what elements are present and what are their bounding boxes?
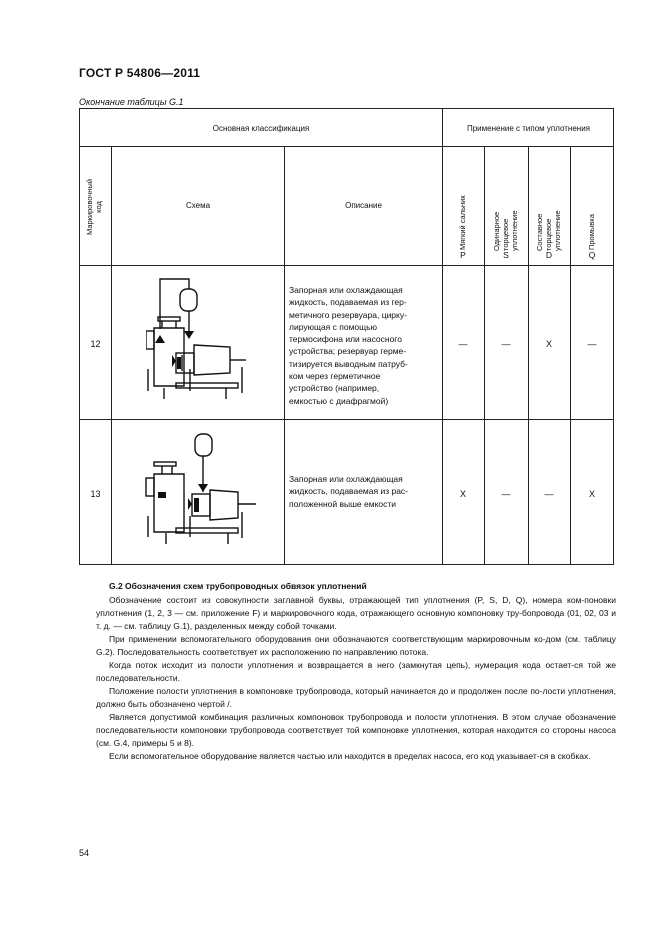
paragraph-2: При применении вспомогательного оборудования они обозначаются соответствующим маркировочным ко-дом (см. таблицу G.2). Последовательность соответствует их расположению по направлению потока. <box>96 634 616 657</box>
paragraph-5: Является допустимой комбинация различных компоновок трубопровода и полости уплотнения. В этом случае обозначение последовательности компоновки трубопровода соответствует той компоновке уплотнения, которая находится со стороны насоса (см. G.4, примеры 5 и 8). <box>96 712 616 748</box>
page-number: 54 <box>79 848 90 858</box>
scheme-12-diagram <box>146 271 258 411</box>
col-header-single-seal: Одинарное торцевое уплотнение <box>492 210 519 251</box>
row-13-mark-p: X <box>459 489 466 499</box>
letter-q: Q <box>588 250 596 260</box>
row-12-mark-d: X <box>545 339 552 349</box>
paragraph-6: Если вспомогательное оборудование является частью или находится в пределах насоса, его код указывает-ся в скобках. <box>109 751 591 761</box>
row-12-mark-q: — <box>587 339 597 349</box>
paragraph-1: Обозначение состоит из совокупности заглавной буквы, отражающей тип уплотнения (P, S, D, Q), номера ком-поновки уплотнения (1, 2, 3 — см. приложение F) и маркировочного кода, отражающего основную компоновку тру-бопровода (01, 02, 03 и т. д. — см. таблицу G.1), разделенных между собой точками. <box>96 595 616 631</box>
row-13-mark-s: — <box>501 489 511 499</box>
col-header-soft-packing: Мягкий сальник <box>458 195 467 250</box>
row-13-mark-d: — <box>544 489 554 499</box>
document-code: ГОСТ Р 54806—2011 <box>79 66 201 80</box>
paragraph-4: Положение полости уплотнения в компоновке трубопровода, который начинается до и продолжен после по-лости уплотнения, должно быть обозначено чертой /. <box>96 686 616 709</box>
row-13-mark-q: X <box>588 489 595 499</box>
section-g2 <box>96 580 616 763</box>
col-header-code: Маркировочный код <box>85 178 103 236</box>
row-12-mark-p: — <box>458 339 468 349</box>
row-12-description: Запорная или охлаждающая жидкость, подаваемая из гер- метичного резервуара, цирку- лирующая с помощью термосифона или насосного устройства; резервуар герме- тизируется выводным патруб- ком через герметичное устройство (например, емкостью с диафрагмой) <box>289 285 408 406</box>
paragraph-3: Когда поток исходит из полости уплотнения и возвращается в него (замкнутая цепь), нумерация кода остает-ся той же последовательности. <box>96 660 616 683</box>
classification-table <box>79 108 614 565</box>
row-13-code: 13 <box>90 489 101 499</box>
col-header-dual-seal: Составное торцевое уплотнение <box>535 210 562 251</box>
col-header-description: Описание <box>345 201 382 210</box>
row-12-code: 12 <box>90 339 101 349</box>
letter-p: P <box>460 250 466 260</box>
col-header-scheme: Схема <box>185 201 211 210</box>
col-header-flush: Промывка <box>587 214 596 250</box>
letter-s: S <box>503 250 509 260</box>
row-12-mark-s: — <box>501 339 511 349</box>
header-application: Применение с типом уплотнения <box>466 124 590 133</box>
scheme-13-diagram <box>142 432 260 552</box>
row-13-description: Запорная или охлаждающая жидкость, подаваемая из рас- положенной выше емкости <box>289 474 409 509</box>
table-caption: Окончание таблицы G.1 <box>79 97 184 107</box>
header-basic-classification: Основная классификация <box>212 124 310 133</box>
letter-d: D <box>545 250 553 260</box>
section-title: G.2 Обозначения схем трубопроводных обвязок уплотнений <box>109 581 367 591</box>
